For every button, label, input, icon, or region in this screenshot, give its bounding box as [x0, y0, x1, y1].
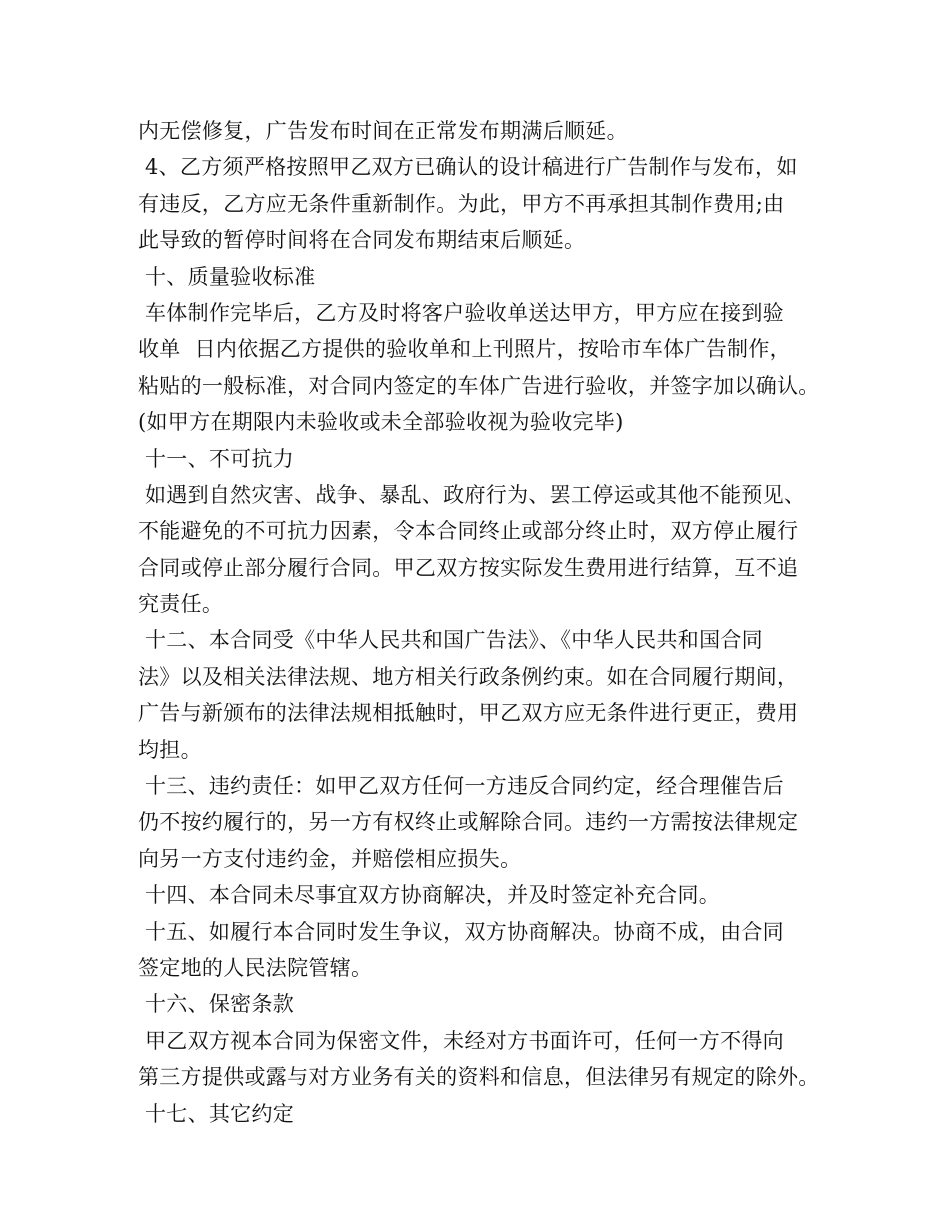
text-line: 如遇到自然灾害、战争、暴乱、政府行为、罢工停运或其他不能预见、 — [138, 482, 806, 507]
text-line: 合同或停止部分履行合同。甲乙双方按实际发生费用进行结算，互不追 — [138, 555, 799, 580]
text-line: 第三方提供或露与对方业务有关的资料和信息，但法律另有规定的除外。 — [138, 1065, 820, 1090]
text-line: 签定地的人民法院管辖。 — [138, 955, 373, 980]
text-line: 有违反，乙方应无条件重新制作。为此，甲方不再承担其制作费用;由 — [138, 191, 785, 216]
text-line: 广告与新颁布的法律法规相抵触时，甲乙双方应无条件进行更正，费用 — [138, 701, 799, 726]
text-line: 收单 日内依据乙方提供的验收单和上刊照片，按哈市车体广告制作， — [138, 337, 791, 362]
text-line: 仍不按约履行的，另一方有权终止或解除合同。违约一方需按法律规定 — [138, 810, 799, 835]
text-line: 内无偿修复，广告发布时间在正常发布期满后顺延。 — [138, 119, 628, 143]
section-heading: 十一、不可抗力 — [138, 446, 295, 471]
text-line: 十五、如履行本合同时发生争议，双方协商解决。协商不成，由合同 — [138, 919, 784, 944]
text-line: 不能避免的不可抗力因素，令本合同终止或部分终止时，双方停止履行 — [138, 519, 799, 544]
text-line: 十三、违约责任：如甲乙双方任何一方违反合同约定，经合理催告后 — [138, 774, 784, 799]
text-line: 4、乙方须严格按照甲乙双方已确认的设计稿进行广告制作与发布，如 — [138, 155, 798, 180]
text-line: 甲乙双方视本合同为保密文件，未经对方书面许可，任何一方不得向 — [138, 1028, 784, 1053]
text-line: 车体制作完毕后，乙方及时将客户验收单送达甲方，甲方应在接到验 — [138, 300, 784, 325]
text-line: 究责任。 — [138, 592, 224, 617]
text-line: 均担。 — [138, 737, 202, 762]
section-heading: 十七、其它约定 — [138, 1101, 295, 1126]
text-line: 粘贴的一般标准，对合同内签定的车体广告进行验收，并签字加以确认。 — [138, 373, 820, 398]
text-line: 十二、本合同受《中华人民共和国广告法》、《中华人民共和国合同 — [138, 628, 763, 653]
text-line: (如甲方在期限内未验收或未全部验收视为验收完毕) — [138, 410, 624, 435]
contract-body-text — [138, 113, 828, 1132]
section-heading: 十、质量验收标准 — [138, 264, 316, 289]
text-line: 十四、本合同未尽事宜双方协商解决，并及时签定补充合同。 — [138, 883, 721, 908]
text-line: 法》以及相关法律法规、地方相关行政条例约束。如在合同履行期间， — [138, 664, 799, 689]
text-line: 此导致的暂停时间将在合同发布期结束后顺延。 — [138, 228, 586, 253]
section-heading: 十六、保密条款 — [138, 992, 295, 1017]
text-line: 向另一方支付违约金，并赔偿相应损失。 — [138, 846, 522, 871]
